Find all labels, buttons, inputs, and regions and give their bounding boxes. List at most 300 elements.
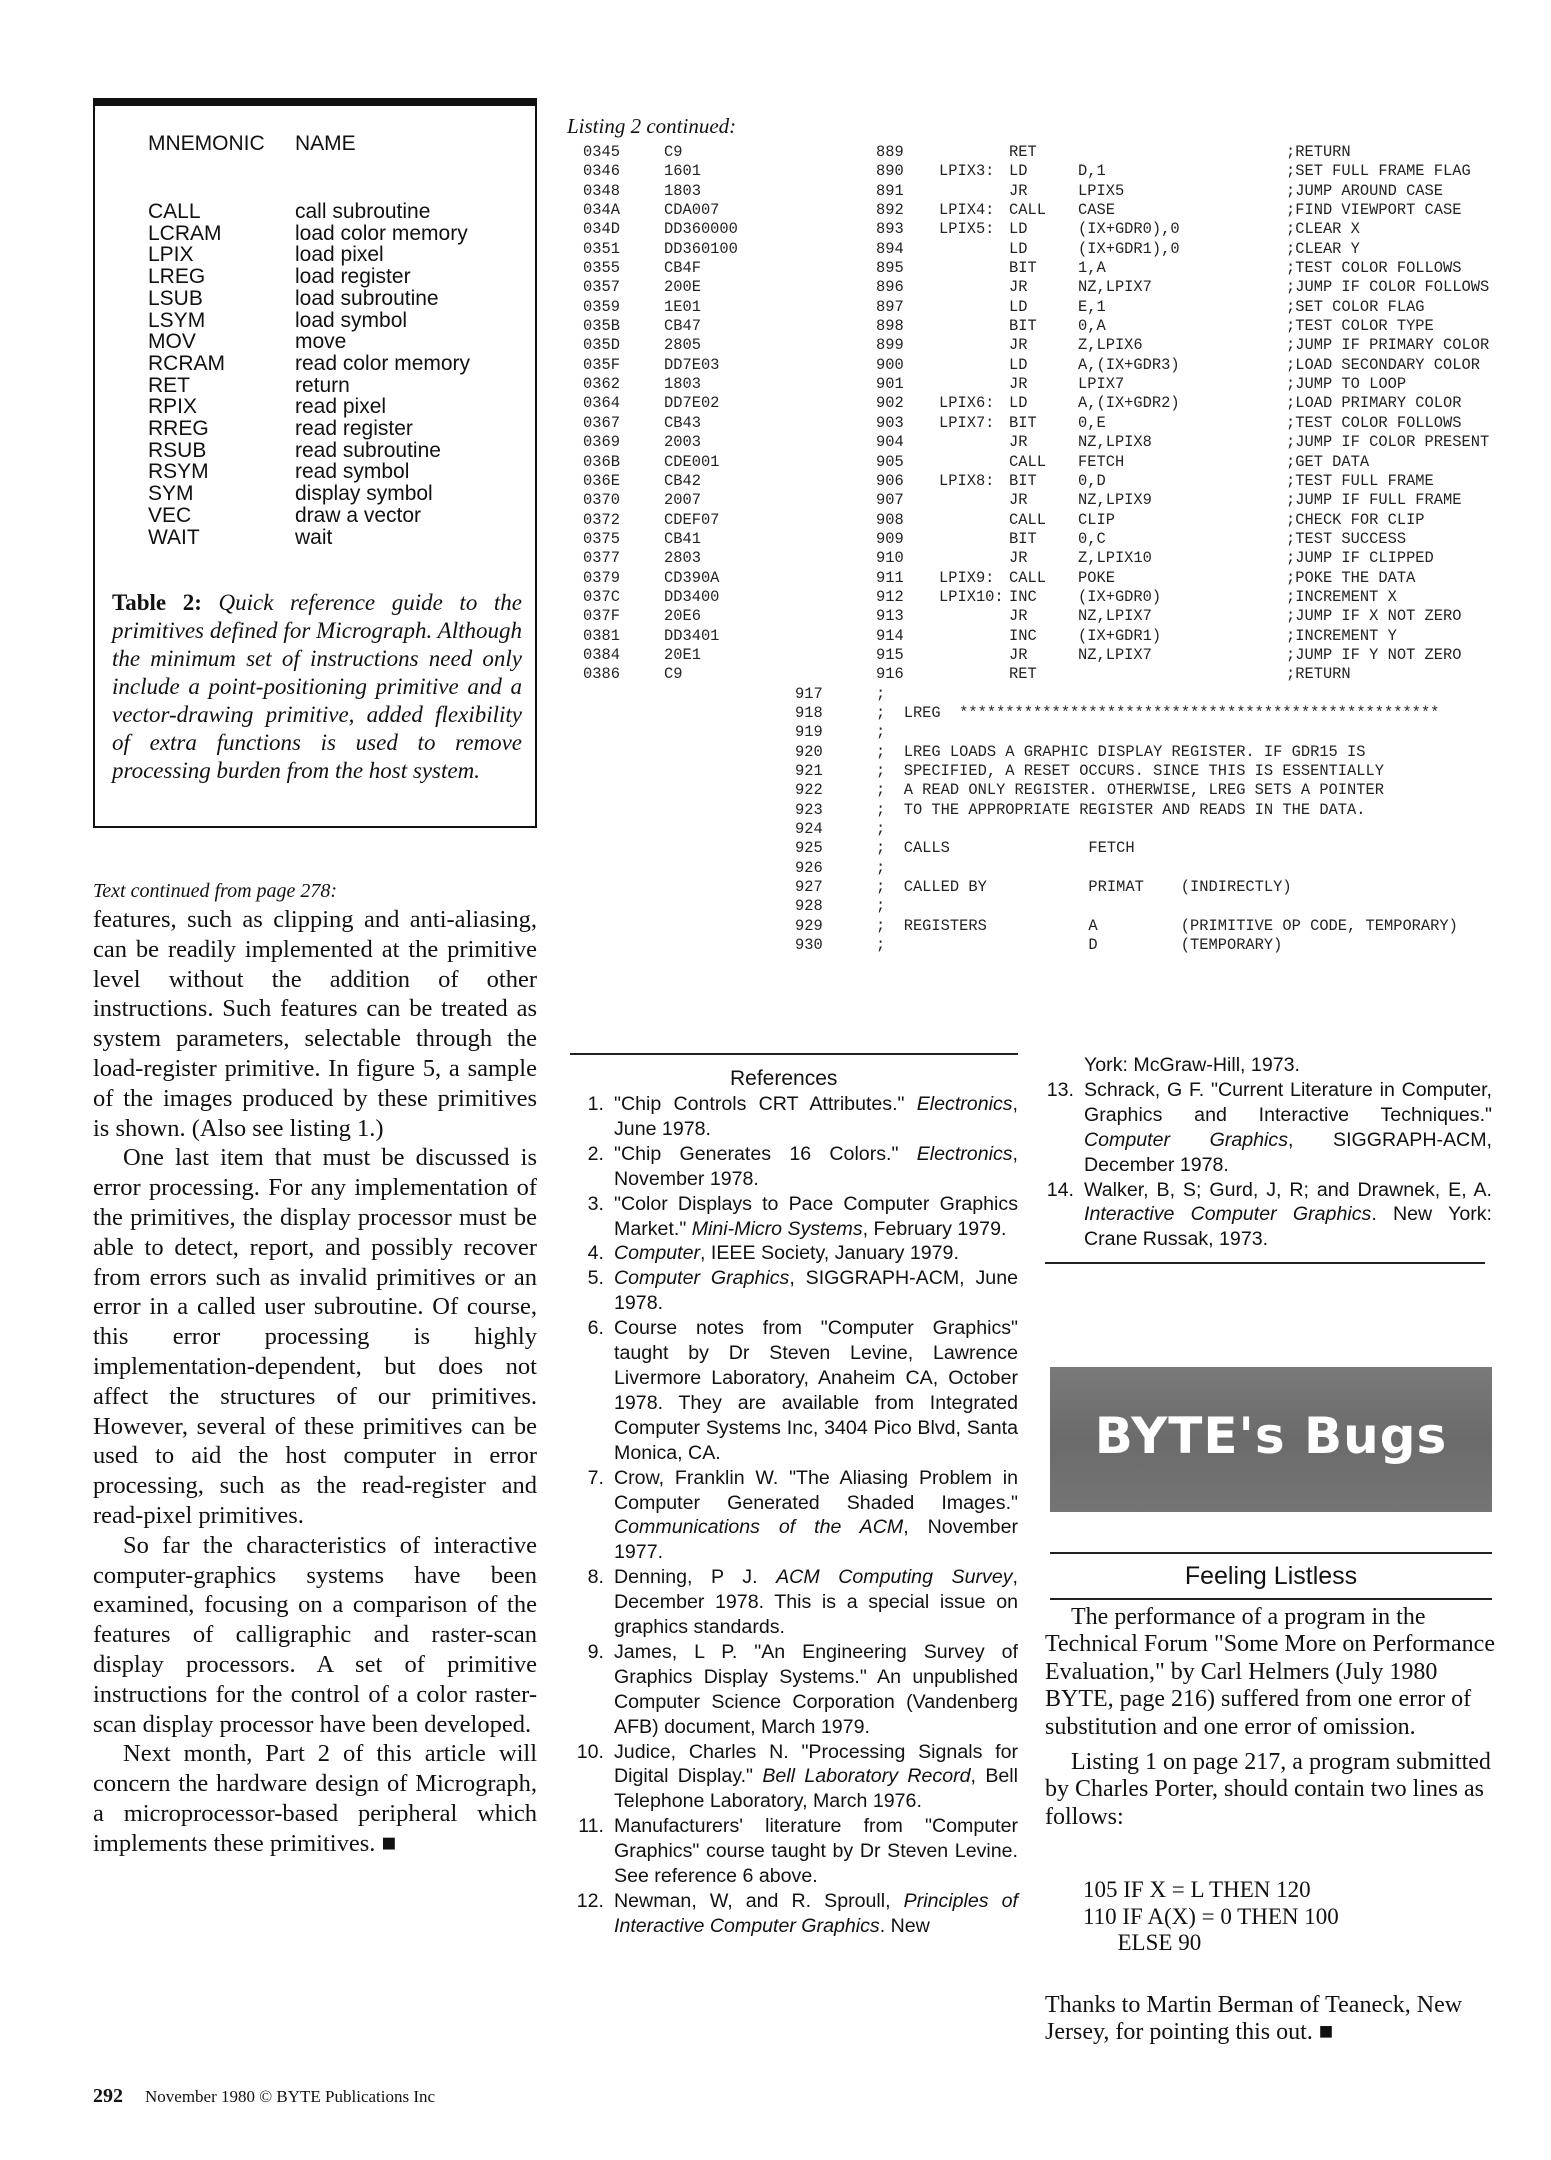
listing-field: 898 <box>876 317 904 336</box>
listing-field: 037C <box>583 587 620 606</box>
paragraph: So far the characteristics of interactive computer-graphics systems have been examined, focusing on a comparison of the features of calligraphic and raster-scan display processors. A set of primitive instructions for the control of a color raster-scan display processor have been developed. <box>93 1531 537 1738</box>
listing-field: ;SET FULL FRAME FLAG <box>1286 162 1471 181</box>
reference-number: 12. <box>576 1890 604 1912</box>
listing-field: CB47 <box>664 317 701 336</box>
listing-line <box>583 298 1551 317</box>
reference-fragment: Denning, P J. <box>614 1566 777 1589</box>
reference-fragment: , IEEE Society, January 1979. <box>700 1242 959 1265</box>
reference-text <box>614 1142 1018 1192</box>
listing-line <box>583 143 1551 162</box>
listing-field: ;JUMP AROUND CASE <box>1286 181 1444 200</box>
name-column <box>295 201 470 548</box>
listing-field: ;SET COLOR FLAG <box>1286 297 1425 316</box>
listing-field: DD7E03 <box>664 355 720 374</box>
listing-comment-line <box>583 762 1551 781</box>
listing-field: CALL <box>1009 452 1046 471</box>
reference-fragment: Computer Graphics <box>1084 1128 1289 1151</box>
listing-field: 913 <box>876 607 904 626</box>
reference-fragment: Course notes from "Computer Graphics" taught by Dr Steven Levine, Lawrence Livermore Laboratory, Anaheim CA, October 1978. They are available from Integrated Computer Systems Inc, 3404 Pico Blvd, Santa Monica, CA. <box>614 1317 1018 1464</box>
reference-fragment: Interactive Computer Graphics <box>1084 1203 1372 1226</box>
listing-line <box>583 375 1551 394</box>
reference-item <box>570 1241 1018 1266</box>
listing-field <box>939 317 1009 336</box>
reference-number: 6. <box>587 1317 604 1340</box>
reference-fragment: , February 1979. <box>862 1217 1007 1240</box>
mnemonic-column <box>148 201 225 548</box>
listing-field: ;INCREMENT X <box>1286 587 1397 606</box>
listing-field: DD7E02 <box>664 394 720 413</box>
listing-field: ;TEST COLOR TYPE <box>1286 317 1434 336</box>
divider <box>1050 1598 1492 1600</box>
primitive-name: load color memory <box>295 221 468 245</box>
reference-item <box>570 1740 1018 1815</box>
reference-item <box>570 1316 1018 1465</box>
listing-field: FETCH <box>1078 452 1125 471</box>
listing-field: NZ,LPIX8 <box>1078 433 1152 452</box>
listing-field: LPIX3: <box>939 162 995 181</box>
listing-comment-line <box>583 743 1551 762</box>
listing-field: LPIX7: <box>939 413 995 432</box>
reference-fragment: . New York: Crane Russak, 1973. <box>1084 1203 1493 1251</box>
reference-text <box>1084 1053 1492 1078</box>
reference-item <box>1040 1178 1492 1253</box>
reference-fragment: Electronics <box>916 1093 1013 1115</box>
listing-field <box>939 511 1009 530</box>
listing-field: 901 <box>876 375 904 394</box>
comment-text: ; <box>876 820 886 839</box>
listing-field <box>939 433 1009 452</box>
reference-fragment: "Chip Generates 16 Colors." <box>614 1142 917 1165</box>
listing-field: 20E1 <box>664 645 701 664</box>
listing-field: 912 <box>876 587 904 606</box>
reference-text <box>1084 1178 1492 1253</box>
listing-field: 893 <box>876 220 904 239</box>
mnemonic: VEC <box>148 503 192 527</box>
references-list <box>570 1092 1018 1939</box>
footer-text: November 1980 © BYTE Publications Inc <box>145 2087 436 2106</box>
listing-field: JR <box>1009 336 1028 355</box>
listing-field: 0379 <box>583 568 620 587</box>
listing-field: LPIX6: <box>939 394 995 413</box>
listing-field: JR <box>1009 278 1028 297</box>
mnemonic: CALL <box>148 200 201 223</box>
listing-field: C9 <box>664 143 683 161</box>
comment-text: ; A READ ONLY REGISTER. OTHERWISE, LREG SETS A POINTER <box>876 781 1384 800</box>
reference-fragment: Newman, W, and R. Sproull, <box>614 1890 904 1912</box>
listing-line <box>583 665 1551 684</box>
listing-field: CB41 <box>664 529 701 548</box>
listing-field: 907 <box>876 491 904 510</box>
primitive-name: load subroutine <box>295 286 439 310</box>
listing-field: 894 <box>876 239 904 258</box>
listing-field: ;JUMP IF COLOR PRESENT <box>1286 433 1490 452</box>
listing-field: 906 <box>876 471 904 490</box>
listing-field: (IX+GDR0) <box>1078 587 1162 606</box>
listing-field: JR <box>1009 645 1028 664</box>
listing-field <box>939 182 1009 201</box>
listing-field: 902 <box>876 394 904 413</box>
listing-field: 0369 <box>583 433 620 452</box>
line-number: 921 <box>795 762 823 780</box>
reference-fragment: , November 1977. <box>614 1516 1018 1564</box>
reference-fragment: Schrack, G F. "Current Literature in Computer, Graphics and Interactive Techniques." <box>1084 1078 1492 1126</box>
code-line: 110 IF A(X) = 0 THEN 100 <box>1083 1903 1339 1929</box>
listing-field: LPIX4: <box>939 201 995 220</box>
listing-field: CALL <box>1009 568 1046 587</box>
listing-field: LD <box>1009 355 1028 374</box>
listing-field <box>939 375 1009 394</box>
listing-line <box>583 453 1551 472</box>
listing-field: CALL <box>1009 510 1046 529</box>
listing-field: JR <box>1009 549 1028 568</box>
mnemonic: LPIX <box>148 243 194 267</box>
listing-field: 891 <box>876 181 904 200</box>
listing-field: CD390A <box>664 568 720 587</box>
mnemonic: RPIX <box>148 395 198 419</box>
listing-field: C9 <box>664 665 683 684</box>
bugs-closing: Thanks to Martin Berman of Teaneck, New Jersey, for pointing this out. ■ <box>1045 1992 1463 2046</box>
listing-field: 897 <box>876 297 904 316</box>
mnemonic: WAIT <box>148 525 200 549</box>
listing-field: 915 <box>876 645 904 664</box>
listing-field: 895 <box>876 259 904 278</box>
line-number: 926 <box>795 858 823 877</box>
mnemonic: LSUB <box>148 286 203 310</box>
listing-line <box>583 414 1551 433</box>
primitive-name: load pixel <box>295 243 384 267</box>
reference-fragment: "Chip Controls CRT Attributes." <box>614 1093 917 1115</box>
listing-field: DD3400 <box>664 587 720 606</box>
reference-number: 5. <box>587 1267 604 1290</box>
bugs-heading: Feeling Listless <box>1184 1562 1358 1590</box>
reference-fragment: Bell Laboratory Record <box>762 1765 971 1788</box>
listing-field: 0362 <box>583 375 620 394</box>
listing-field: 0384 <box>583 645 620 664</box>
reference-fragment: Crow, Franklin W. "The Aliasing Problem in Computer Generated Shaded Images." <box>614 1466 1018 1514</box>
listing-field: 890 <box>876 162 904 181</box>
listing-field: ;JUMP IF X NOT ZERO <box>1286 607 1462 626</box>
listing-field: 904 <box>876 433 904 452</box>
listing-field: JR <box>1009 433 1028 452</box>
caption-label: Table 2: <box>112 590 202 615</box>
listing-comment-line <box>583 897 1551 916</box>
line-number: 925 <box>795 839 823 858</box>
listing-field: LD <box>1009 394 1028 413</box>
reference-item <box>570 1889 1018 1939</box>
listing-field: JR <box>1009 607 1028 626</box>
line-number: 924 <box>795 820 823 839</box>
primitive-name: call subroutine <box>295 200 431 223</box>
listing-field: 2003 <box>664 433 701 452</box>
listing-field: CB43 <box>664 413 701 432</box>
listing-field: 0355 <box>583 259 620 278</box>
reference-text <box>1084 1078 1492 1178</box>
listing-field: ;RETURN <box>1286 665 1351 684</box>
listing-field <box>939 627 1009 646</box>
listing-field: 0377 <box>583 549 620 568</box>
listing-field: E,1 <box>1078 297 1106 316</box>
reference-text <box>614 1192 1018 1242</box>
listing-field: 035F <box>583 355 620 374</box>
listing-field: 035B <box>583 317 620 336</box>
listing-field: POKE <box>1078 568 1115 587</box>
listing-comment-line <box>583 685 1551 704</box>
reference-fragment: "Color Displays to Pace Computer Graphics Market." <box>614 1192 1018 1240</box>
reference-item <box>570 1466 1018 1566</box>
comment-text: ; <box>876 684 886 703</box>
listing-line <box>583 201 1551 220</box>
listing-field: BIT <box>1009 317 1037 336</box>
reference-fragment: ACM Computing Survey <box>776 1566 1013 1589</box>
listing-field: 0372 <box>583 510 620 529</box>
reference-text <box>614 1565 1018 1640</box>
reference-number: 8. <box>587 1566 604 1589</box>
listing-line <box>583 491 1551 510</box>
listing-field: ;RETURN <box>1286 143 1351 161</box>
listing-field: JR <box>1009 375 1028 394</box>
reference-text <box>614 1814 1018 1889</box>
listing-line <box>583 472 1551 491</box>
line-number: 919 <box>795 723 823 742</box>
reference-number: 9. <box>587 1640 604 1663</box>
listing-field: 2805 <box>664 336 701 355</box>
listing-field: ;JUMP TO LOOP <box>1286 375 1407 394</box>
listing-field <box>939 491 1009 510</box>
listing-field: INC <box>1009 626 1037 645</box>
primitive-name: read color memory <box>295 351 471 375</box>
listing-field: 036B <box>583 452 620 471</box>
listing-field: ;GET DATA <box>1286 452 1370 471</box>
listing-field: LPIX5 <box>1078 181 1125 200</box>
listing-field: Z,LPIX6 <box>1078 336 1143 355</box>
mnemonic: SYM <box>148 482 194 506</box>
reference-text <box>614 1092 1018 1142</box>
primitive-name: draw a vector <box>295 503 422 527</box>
primitive-name: load symbol <box>295 308 408 332</box>
listing-field: BIT <box>1009 259 1037 278</box>
reference-number: 7. <box>587 1466 604 1489</box>
listing-field: 899 <box>876 336 904 355</box>
code-line: 105 IF X = L THEN 120 <box>1083 1877 1311 1902</box>
listing-field: 892 <box>876 201 904 220</box>
listing-comment-line <box>583 859 1551 878</box>
continued-note: Text continued from page 278: <box>93 880 338 902</box>
listing-field: ;JUMP IF Y NOT ZERO <box>1286 645 1462 664</box>
paragraph: features, such as clipping and anti-aliasing, can be readily implemented at the primitive level without the addition of other instructions. Such features can be treated as system parameters, selectable through the load-register primitive. In figure 5, a sample of the images produced by these primitives is shown. (Also see listing 1.) <box>93 906 537 1142</box>
reference-fragment: , June 1978. <box>614 1093 1018 1140</box>
listing-field: ;TEST SUCCESS <box>1286 529 1407 548</box>
reference-fragment: Walker, B, S; Gurd, J, R; and Drawnek, E, A. <box>1084 1178 1492 1201</box>
reference-number <box>1040 1053 1084 1078</box>
listing-field: CLIP <box>1078 510 1115 529</box>
listing-field: A,(IX+GDR2) <box>1078 394 1180 413</box>
reference-fragment: . New <box>879 1914 930 1937</box>
reference-number: 2. <box>587 1142 604 1165</box>
listing-line <box>583 588 1551 607</box>
paragraph: The performance of a program in the Technical Forum "Some More on Performance Evaluation," by Carl Helmers (July 1980 BYTE, page 216) suffered from one error of substitution and one error of omission. <box>1045 1604 1495 1740</box>
listing-field: 034D <box>583 220 620 239</box>
listing-field <box>939 356 1009 375</box>
listing-field: DD3401 <box>664 626 720 645</box>
bytes-bugs-banner <box>1050 1367 1492 1512</box>
divider <box>1050 1552 1492 1554</box>
listing-field: ;CHECK FOR CLIP <box>1286 510 1425 529</box>
listing-field: 200E <box>664 278 701 297</box>
listing-field: ;INCREMENT Y <box>1286 626 1397 645</box>
listing-field: 037F <box>583 607 620 626</box>
listing-field: ;JUMP IF PRIMARY COLOR <box>1286 336 1490 355</box>
listing-field <box>939 607 1009 626</box>
listing-field: ;JUMP IF CLIPPED <box>1286 549 1434 568</box>
listing-field: 0357 <box>583 278 620 297</box>
mnemonic: LCRAM <box>148 221 222 245</box>
reference-text <box>614 1266 1018 1316</box>
listing-comment-line <box>583 781 1551 800</box>
line-number: 922 <box>795 781 823 800</box>
listing-line <box>583 394 1551 413</box>
reference-text <box>614 1640 1018 1740</box>
listing-field: 1,A <box>1078 259 1106 278</box>
listing-field: 0348 <box>583 181 620 200</box>
mnemonic: RREG <box>148 417 209 441</box>
listing-line <box>583 627 1551 646</box>
listing-field: 0370 <box>583 491 620 510</box>
listing-field: D,1 <box>1078 162 1106 181</box>
bugs-text <box>1045 1604 1497 1831</box>
listing-field: 034A <box>583 201 620 220</box>
listing-field <box>939 646 1009 665</box>
reference-fragment: Mini-Micro Systems <box>691 1217 863 1240</box>
listing-field: 1601 <box>664 162 701 181</box>
listing-field: ;JUMP IF FULL FRAME <box>1286 491 1462 510</box>
listing-field <box>939 549 1009 568</box>
listing-field <box>1078 143 1286 162</box>
line-number: 920 <box>795 742 823 761</box>
reference-item <box>570 1814 1018 1889</box>
reference-item <box>570 1142 1018 1192</box>
reference-text <box>614 1740 1018 1815</box>
listing-comment-line <box>583 704 1551 723</box>
line-number: 917 <box>795 684 823 703</box>
primitive-name: load register <box>295 265 411 289</box>
listing-field: 2803 <box>664 549 701 568</box>
listing-field: 0,D <box>1078 471 1106 490</box>
listing-field: ;JUMP IF COLOR FOLLOWS <box>1286 278 1490 297</box>
reference-fragment: Electronics <box>916 1142 1013 1165</box>
listing-field: LD <box>1009 297 1028 316</box>
primitive-name: return <box>295 373 350 397</box>
listing-line <box>583 259 1551 278</box>
listing-field <box>1078 665 1286 684</box>
code-line: ELSE 90 <box>1083 1930 1202 1955</box>
listing-field: 910 <box>876 549 904 568</box>
listing-line <box>583 336 1551 355</box>
listing-field: LPIX5: <box>939 220 995 239</box>
listing-field: 0367 <box>583 413 620 432</box>
listing-field: BIT <box>1009 413 1037 432</box>
code-listing <box>583 143 1551 955</box>
listing-field: 0359 <box>583 297 620 316</box>
reference-item <box>570 1640 1018 1740</box>
listing-field: 036E <box>583 471 620 490</box>
left-column-text <box>93 905 537 1859</box>
listing-field: LD <box>1009 220 1028 239</box>
listing-comment-line <box>583 917 1551 936</box>
listing-field: RET <box>1009 665 1037 684</box>
listing-field: CB42 <box>664 471 701 490</box>
listing-field <box>939 530 1009 549</box>
listing-line <box>583 278 1551 297</box>
paragraph: One last item that must be discussed is error processing. For any implementation of the primitives, the display processor must be able to detect, report, and possibly recover from errors such as invalid primitives or an error in a called user subroutine. Of course, this error processing is highly implementation-dependent, but does not affect the structures of our primitives. However, several of these primitives can be used to aid the host computer in error processing, such as the read-register and read-pixel primitives. <box>93 1144 537 1529</box>
mnemonic: RET <box>148 373 190 397</box>
reference-fragment: Computer <box>614 1242 701 1265</box>
reference-item <box>1040 1078 1492 1178</box>
comment-text: ; CALLS FETCH <box>876 839 1135 858</box>
listing-field: NZ,LPIX7 <box>1078 645 1152 664</box>
primitive-name: read register <box>295 417 413 441</box>
listing-field: 916 <box>876 665 904 684</box>
listing-field: LPIX8: <box>939 471 995 490</box>
primitive-name: read symbol <box>295 460 410 484</box>
listing-field: 0386 <box>583 665 620 684</box>
listing-field: INC <box>1009 587 1037 606</box>
line-number: 923 <box>795 800 823 819</box>
listing-field: 0,C <box>1078 529 1106 548</box>
comment-text: ; CALLED BY PRIMAT (INDIRECTLY) <box>876 878 1292 897</box>
paragraph: Next month, Part 2 of this article will concern the hardware design of Micrograph, a microprocessor-based peripheral which implements these primitives. ■ <box>93 1740 537 1857</box>
listing-field: CDA007 <box>664 201 720 220</box>
page-footer <box>93 2085 435 2108</box>
listing-field: RET <box>1009 143 1037 161</box>
listing-comment-line <box>583 723 1551 742</box>
line-number: 930 <box>795 936 823 955</box>
listing-field: (IX+GDR1) <box>1078 626 1162 645</box>
reference-fragment: , Bell Telephone Laboratory, March 1976. <box>614 1765 1018 1813</box>
listing-field: (IX+GDR0),0 <box>1078 220 1180 239</box>
listing-field: ;FIND VIEWPORT CASE <box>1286 201 1462 220</box>
listing-line <box>583 530 1551 549</box>
comment-text: ; <box>876 723 886 742</box>
listing-field: DD360100 <box>664 239 738 258</box>
listing-line <box>583 646 1551 665</box>
reference-item <box>570 1266 1018 1316</box>
reference-item <box>570 1565 1018 1640</box>
listing-field: 911 <box>876 568 904 587</box>
reference-text <box>614 1889 1018 1939</box>
listing-field: 2007 <box>664 491 701 510</box>
reference-number: 3. <box>587 1192 604 1215</box>
listing-field <box>939 143 1009 162</box>
listing-line <box>583 162 1551 181</box>
listing-field <box>939 259 1009 278</box>
listing-field <box>939 336 1009 355</box>
listing-line <box>583 511 1551 530</box>
listing-field: ;POKE THE DATA <box>1286 568 1416 587</box>
listing-field: NZ,LPIX7 <box>1078 607 1152 626</box>
reference-fragment: , SIGGRAPH-ACM, June 1978. <box>614 1267 1018 1315</box>
reference-number: 1. <box>587 1093 604 1115</box>
reference-fragment: , November 1978. <box>614 1142 1018 1190</box>
listing-field: 908 <box>876 510 904 529</box>
line-number: 929 <box>795 916 823 935</box>
reference-fragment: Judice, Charles N. "Processing Signals for Digital Display." <box>614 1740 1018 1788</box>
reference-number: 10. <box>576 1740 604 1763</box>
mnemonic: RSUB <box>148 438 207 462</box>
reference-fragment: , December 1978. This is a special issue on graphics standards. <box>614 1566 1018 1639</box>
comment-text: ; TO THE APPROPRIATE REGISTER AND READS IN THE DATA. <box>876 800 1366 819</box>
reference-text <box>614 1466 1018 1566</box>
listing-field: 889 <box>876 143 904 161</box>
